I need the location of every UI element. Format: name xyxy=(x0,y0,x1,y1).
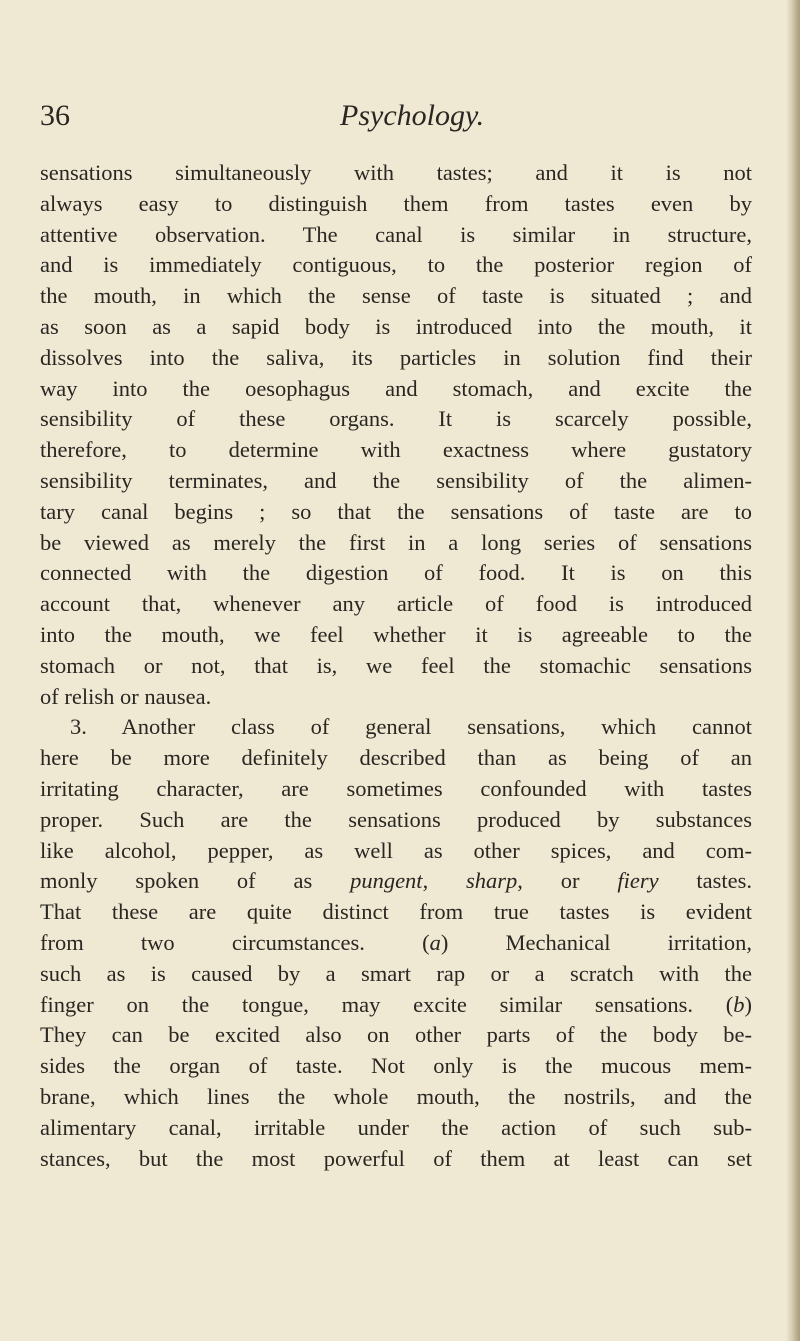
text-segment: tastes. xyxy=(658,868,753,894)
page-number: 36 xyxy=(40,99,70,132)
italic-term-pungent: pungent xyxy=(350,868,423,894)
text-line: alimentary canal, irritable under the action of such sub- xyxy=(40,1114,752,1140)
italic-marker-b: b xyxy=(733,991,745,1017)
text-line: attentive observation. The canal is similar in structure, xyxy=(40,221,752,247)
text-segment: , or xyxy=(517,868,618,894)
text-line: stomach or not, that is, we feel the stomachic sensations xyxy=(40,652,752,678)
text-line: sensations simultaneously with tastes; and it is not xyxy=(40,160,752,185)
body-text xyxy=(40,158,752,1174)
text-segment: from two circumstances. ( xyxy=(40,929,430,955)
page-header xyxy=(40,96,760,136)
text-segment: monly spoken of as xyxy=(40,868,351,894)
text-line: such as is caused by a smart rap or a scratch with the xyxy=(40,960,752,986)
text-line: here be more definitely described than as being of an xyxy=(40,745,752,771)
text-line: proper. Such are the sensations produced by substances xyxy=(40,806,752,832)
page-edge xyxy=(786,0,800,1341)
text-line: the mouth, in which the sense of taste is situated ; and xyxy=(40,283,752,309)
text-line xyxy=(40,866,752,897)
text-segment: ) Mechanical irritation, xyxy=(440,929,752,955)
text-line: tary canal begins ; so that the sensations of taste are to xyxy=(40,498,752,524)
text-line: as soon as a sapid body is introduced into the mouth, it xyxy=(40,313,752,339)
text-line: therefore, to determine with exactness where gustatory xyxy=(40,437,752,463)
text-line: sensibility of these organs. It is scarcely possible, xyxy=(40,406,752,432)
text-line xyxy=(40,928,752,959)
text-line: That these are quite distinct from true tastes is evident xyxy=(40,899,752,925)
text-line: 3. Another class of general sensations, which cannot xyxy=(70,714,752,740)
text-line: into the mouth, we feel whether it is agreeable to the xyxy=(40,621,752,647)
text-line: connected with the digestion of food. It is on this xyxy=(40,560,752,586)
text-segment: finger on the tongue, may excite similar sensations. ( xyxy=(40,991,734,1017)
text-line: and is immediately contiguous, to the posterior region of xyxy=(40,252,752,278)
italic-term-fiery: fiery xyxy=(617,868,659,894)
text-line: like alcohol, pepper, as well as other spices, and com- xyxy=(40,837,752,863)
text-line: They can be excited also on other parts of the body be- xyxy=(40,1022,752,1048)
text-line: dissolves into the saliva, its particles in solution find their xyxy=(40,344,752,370)
text-segment: , xyxy=(422,868,467,894)
text-line: always easy to distinguish them from tastes even by xyxy=(40,190,752,216)
text-line: brane, which lines the whole mouth, the nostrils, and the xyxy=(40,1083,752,1109)
italic-marker-a: a xyxy=(429,929,441,955)
text-line: way into the oesophagus and stomach, and excite the xyxy=(40,375,752,401)
text-line: sides the organ of taste. Not only is the mucous mem- xyxy=(40,1053,752,1079)
text-line: stances, but the most powerful of them at least can set xyxy=(40,1145,752,1171)
italic-term-sharp: sharp xyxy=(466,868,518,894)
text-line: be viewed as merely the first in a long series of sensations xyxy=(40,529,752,555)
text-line: account that, whenever any article of food is introduced xyxy=(40,591,752,617)
text-line xyxy=(40,990,752,1021)
text-line: irritating character, are sometimes confounded with tastes xyxy=(40,775,752,801)
running-title: Psychology. xyxy=(340,99,485,132)
text-line: of relish or nausea. xyxy=(40,683,212,709)
text-segment: ) xyxy=(744,991,752,1017)
text-line: sensibility terminates, and the sensibility of the alimen- xyxy=(40,467,752,493)
